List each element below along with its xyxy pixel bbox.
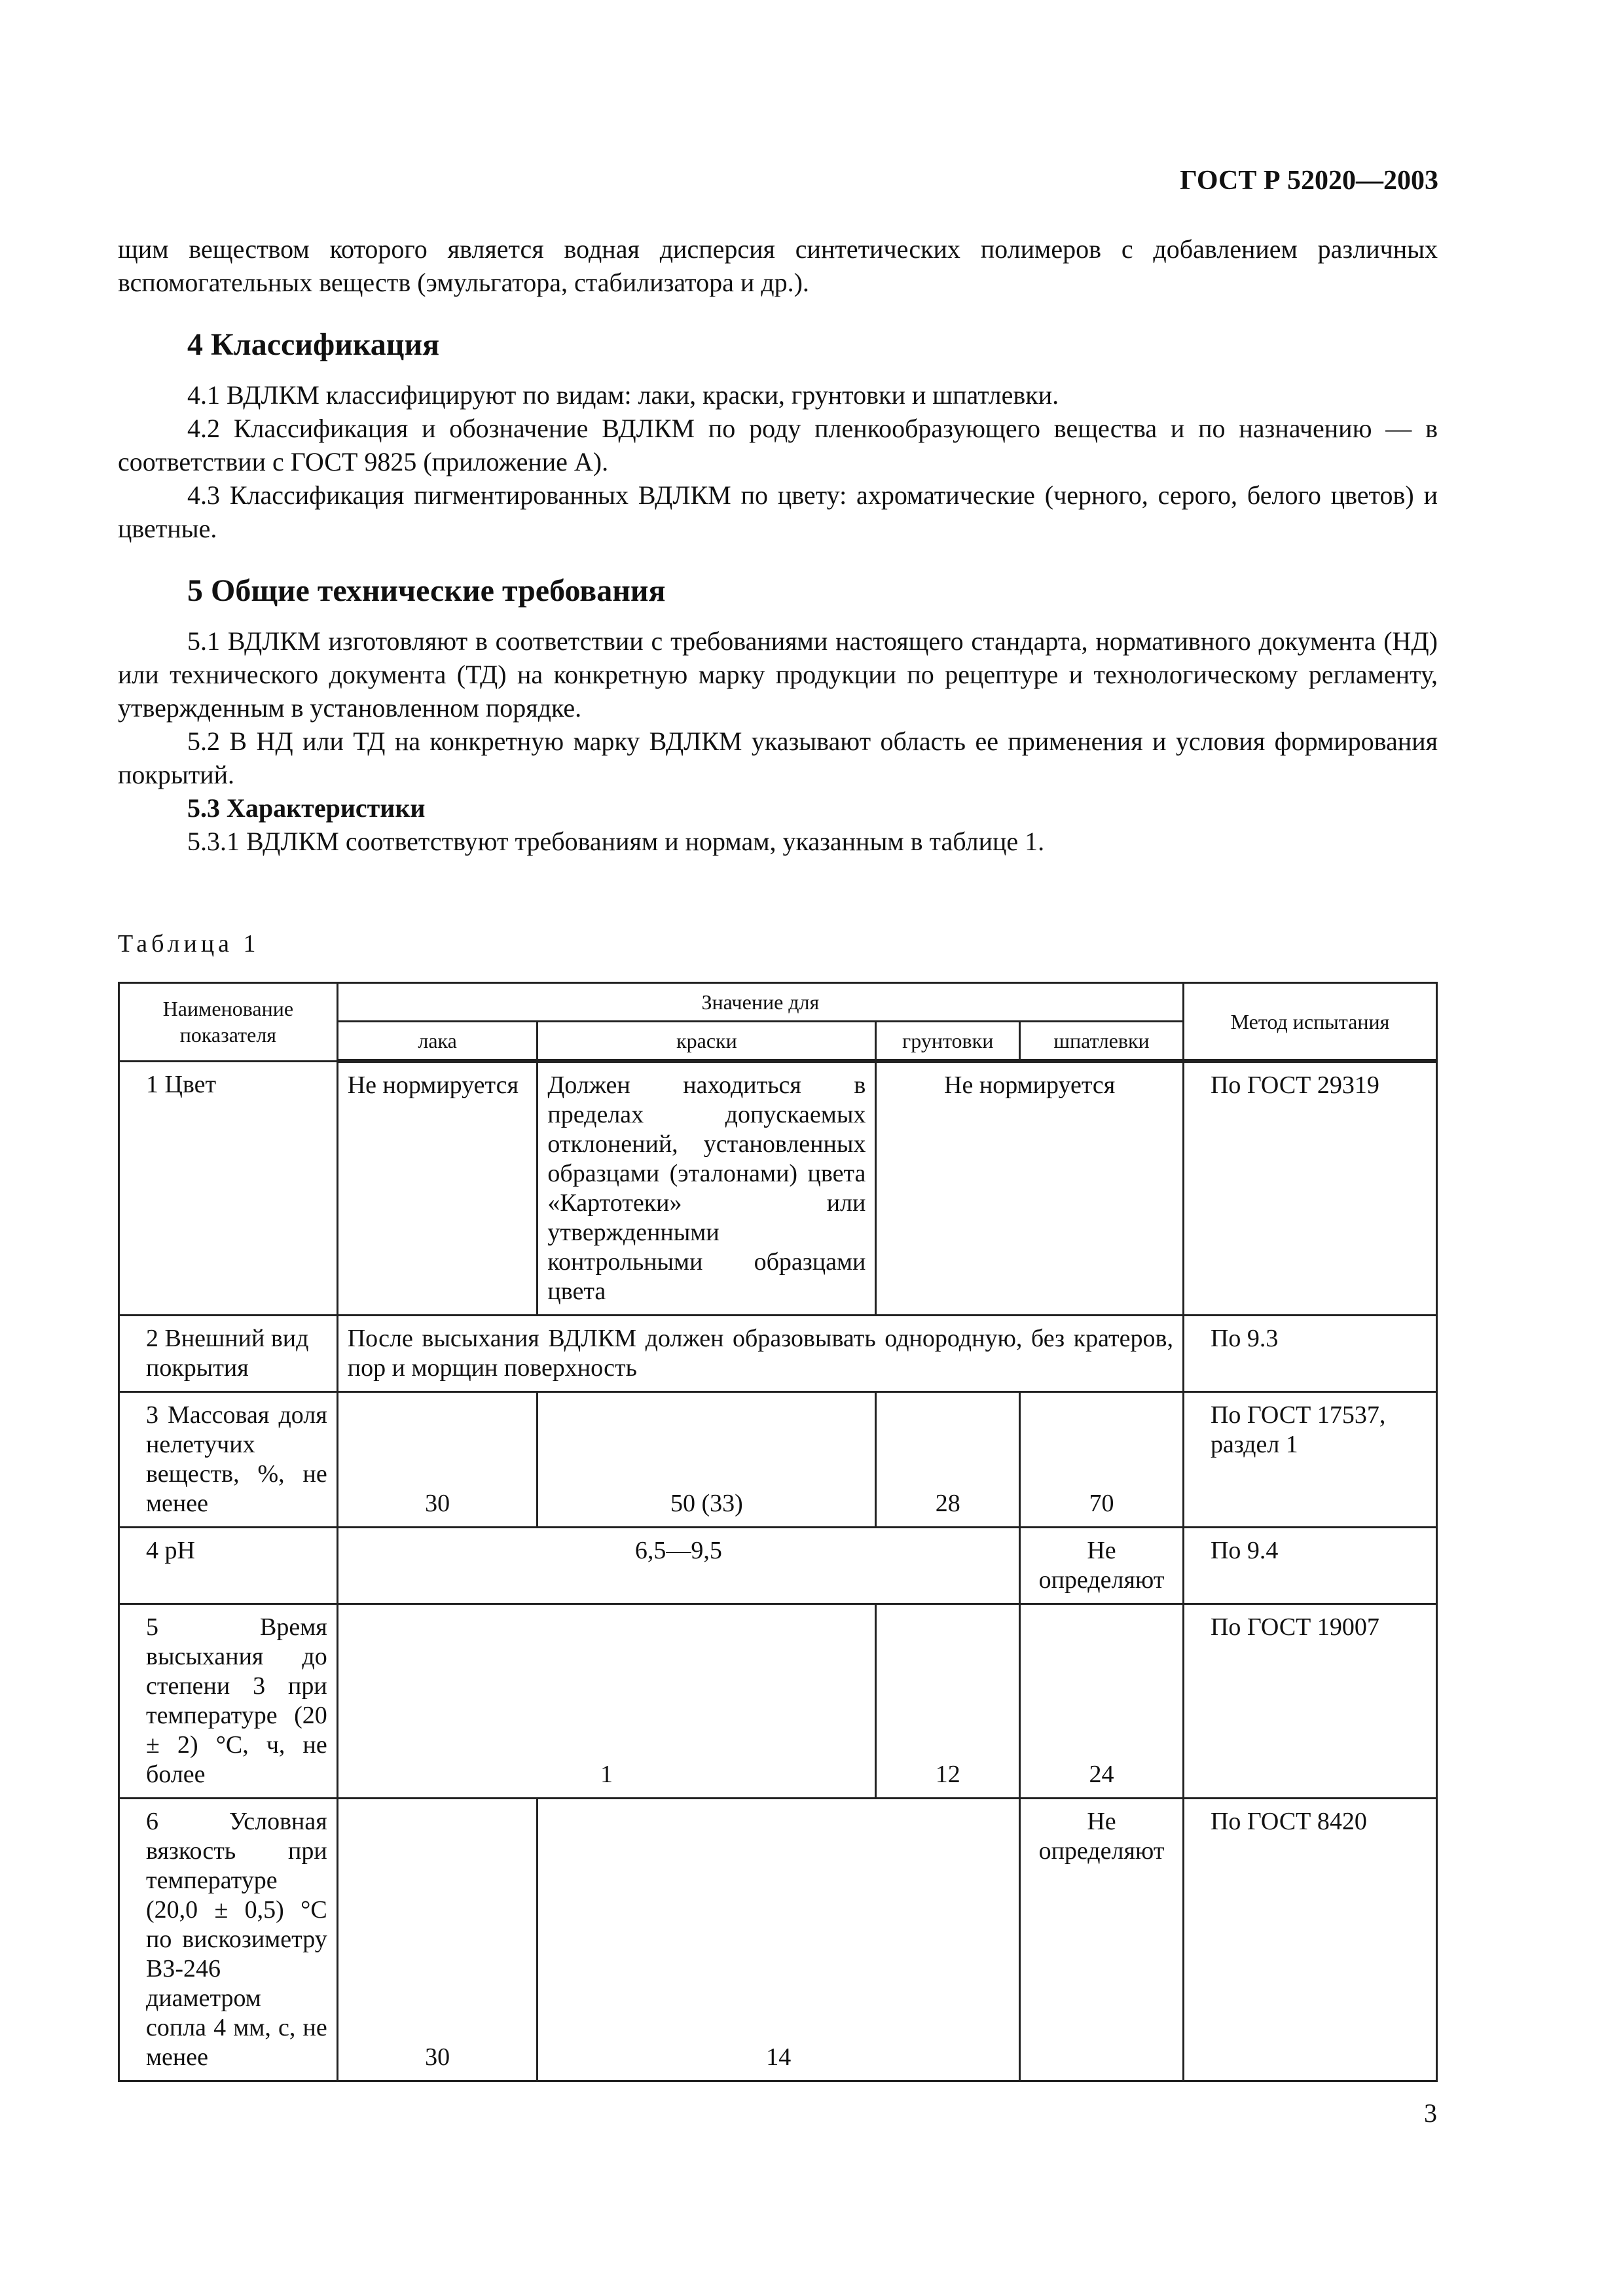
- cell-kraski: Должен находиться в пределах допускаемых отклонений, установленных образцами (эталонами) цвета «Картотеки» или утвержденными контрольными образцами цвета: [538, 1061, 876, 1316]
- table-caption: Таблица 1: [118, 930, 260, 958]
- row-name: 3 Массовая доля нелетучих веществ, %, не менее: [119, 1392, 338, 1528]
- table-row: [119, 1528, 1437, 1604]
- row-name: 6 Условная вязкость при температуре (20,0 ± 0,5) °С по вискозиметру ВЗ-246 диаметром сопла 4 мм, с, не менее: [119, 1799, 338, 2081]
- cell-method: По ГОСТ 29319: [1183, 1061, 1436, 1316]
- head-shpat: шпатлевки: [1020, 1022, 1184, 1062]
- row-name: 1 Цвет: [119, 1061, 338, 1316]
- head-method: Метод испытания: [1183, 983, 1436, 1062]
- table-row: [119, 1061, 1437, 1316]
- main-text: [118, 232, 1438, 858]
- table-1: [118, 982, 1438, 2082]
- cell-grunt: 28: [876, 1392, 1020, 1528]
- intro-paragraph: щим веществом которого является водная дисперсия синтетических полимеров с добавлением различных вспомогательных веществ (эмульгатора, стабилизатора и др.).: [118, 234, 1438, 297]
- row-name: 2 Внешний вид покрытия: [119, 1316, 338, 1392]
- cell-kraski-grunt: 14: [538, 1799, 1020, 2081]
- section-5-3-title: 5.3 Характеристики: [187, 793, 426, 823]
- document-id: ГОСТ Р 52020—2003: [1180, 166, 1438, 196]
- cell-shpat: Не определяют: [1020, 1528, 1184, 1604]
- cell-shpat: Не определяют: [1020, 1799, 1184, 2081]
- cell-lak: 30: [337, 1799, 538, 2081]
- cell-grunt-shpat: Не нормируется: [876, 1061, 1184, 1316]
- section-4-title: 4 Классификация: [187, 327, 440, 362]
- cell-lak: 30: [337, 1392, 538, 1528]
- cell-method: По ГОСТ 17537, раздел 1: [1183, 1392, 1436, 1528]
- cell-method: По ГОСТ 8420: [1183, 1799, 1436, 2081]
- cell-shpat: 24: [1020, 1604, 1184, 1799]
- cell-method: По 9.4: [1183, 1528, 1436, 1604]
- cell-method: По 9.3: [1183, 1316, 1436, 1392]
- cell-lak: Не нормируется: [337, 1061, 538, 1316]
- page-number: 3: [1424, 2098, 1437, 2128]
- section-5-p2: 5.2 В НД или ТД на конкретную марку ВДЛКМ указывают область ее применения и условия формирования покрытий.: [118, 726, 1438, 789]
- section-4-p2: 4.2 Классификация и обозначение ВДЛКМ по роду пленкообразующего вещества и по назначению — в соответствии с ГОСТ 9825 (приложение А).: [118, 414, 1438, 476]
- section-5-p1: 5.1 ВДЛКМ изготовляют в соответствии с требованиями настоящего стандарта, нормативного документа (НД) или технического документа (ТД) на конкретную марку продукции по рецептуре и технологическому регламенту, утвержденным в установленном порядке.: [118, 626, 1438, 723]
- section-4-p3: 4.3 Классификация пигментированных ВДЛКМ по цвету: ахроматические (черного, серого, белого цветов) и цветные.: [118, 480, 1438, 543]
- cell-lak-kraski: 1: [337, 1604, 876, 1799]
- cell-merged: 6,5—9,5: [337, 1528, 1019, 1604]
- cell-method: По ГОСТ 19007: [1183, 1604, 1436, 1799]
- cell-merged: После высыхания ВДЛКМ должен образовывать однородную, без кратеров, пор и морщин поверхность: [337, 1316, 1183, 1392]
- row-name: 5 Время высыхания до степени 3 при температуре (20 ± 2) °С, ч, не более: [119, 1604, 338, 1799]
- section-5-title: 5 Общие технические требования: [187, 573, 666, 608]
- head-kraski: краски: [538, 1022, 876, 1062]
- cell-shpat: 70: [1020, 1392, 1184, 1528]
- section-4-p1: 4.1 ВДЛКМ классифицируют по видам: лаки, краски, грунтовки и шпатлевки.: [187, 380, 1059, 410]
- table-row: [119, 1604, 1437, 1799]
- head-grunt: грунтовки: [876, 1022, 1020, 1062]
- head-name: Наименование показателя: [119, 983, 338, 1062]
- cell-grunt: 12: [876, 1604, 1020, 1799]
- section-5-p3: 5.3.1 ВДЛКМ соответствуют требованиям и нормам, указанным в таблице 1.: [187, 827, 1045, 856]
- row-name: 4 pH: [119, 1528, 338, 1604]
- head-values-for: Значение для: [337, 983, 1183, 1022]
- table-row: [119, 1799, 1437, 2081]
- head-lak: лака: [337, 1022, 538, 1062]
- table-row: [119, 1392, 1437, 1528]
- cell-kraski: 50 (33): [538, 1392, 876, 1528]
- table-row: [119, 1316, 1437, 1392]
